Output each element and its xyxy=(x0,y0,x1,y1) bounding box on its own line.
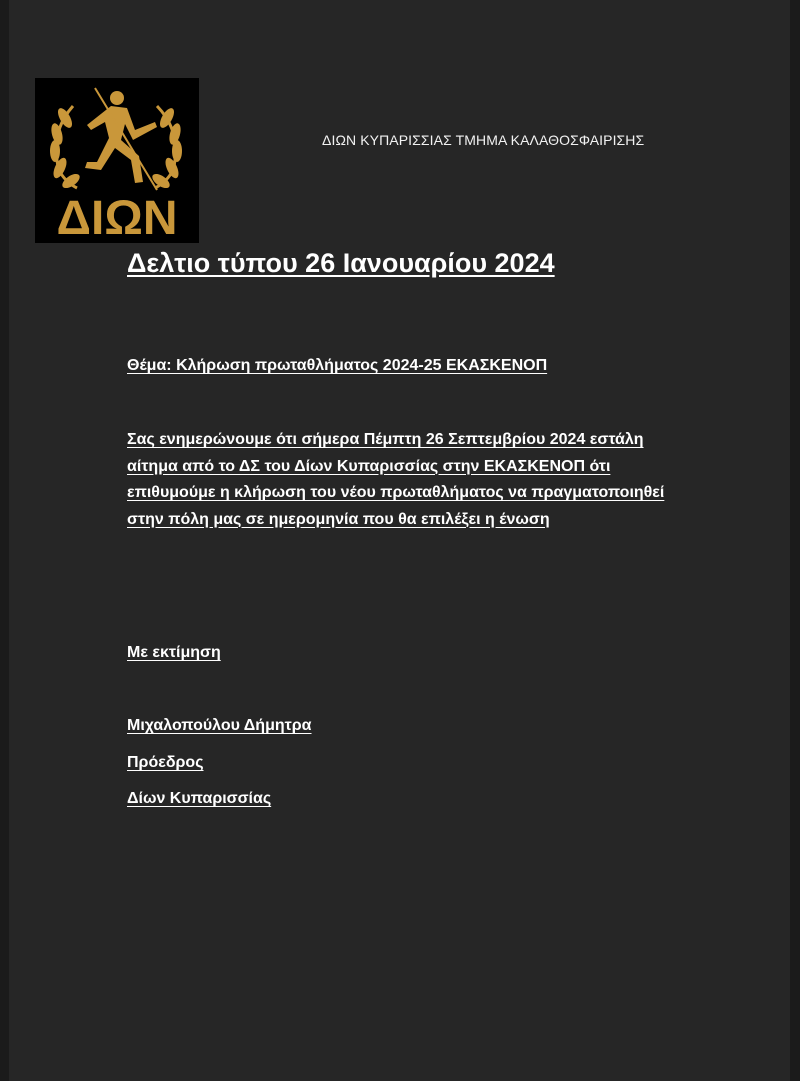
document-page xyxy=(9,0,790,1081)
subject-line: Θέμα: Κλήρωση πρωταθλήματος 2024-25 ΕΚΑΣΚΕΝΟΠ xyxy=(127,357,548,374)
dion-logo xyxy=(35,78,199,243)
closing-line: Με εκτίμηση xyxy=(127,644,221,661)
logo-wordmark: ΔΙΩΝ xyxy=(56,192,178,243)
laurel-runner-emblem-icon xyxy=(35,78,199,243)
page-title: Δελτιο τύπου 26 Ιανουαρίου 2024 xyxy=(127,248,555,278)
organization-header: ΔΙΩΝ ΚΥΠΑΡΙΣΣΙΑΣ ΤΜΗΜΑ ΚΑΛΑΘΟΣΦΑΙΡΙΣΗΣ xyxy=(322,132,645,148)
signature-organization: Δίων Κυπαρισσίας xyxy=(127,790,272,807)
signature-name: Μιχαλοπούλου Δήμητρα xyxy=(127,717,312,734)
signature-role: Πρόεδρος xyxy=(127,754,204,771)
body-paragraph: Σας ενημερώνουμε ότι σήμερα Πέμπτη 26 Σεπτεμβρίου 2024 εστάλη αίτημα από το ΔΣ του Δίων Κυπαρισσίας στην ΕΚΑΣΚΕΝΟΠ ότι επιθυμούμε η κλήρωση του νέου πρωταθλήματος να πραγματοποιηθεί στην πόλη μας σε ημερομηνία που θα επιλέξει η ένωση xyxy=(127,431,665,528)
